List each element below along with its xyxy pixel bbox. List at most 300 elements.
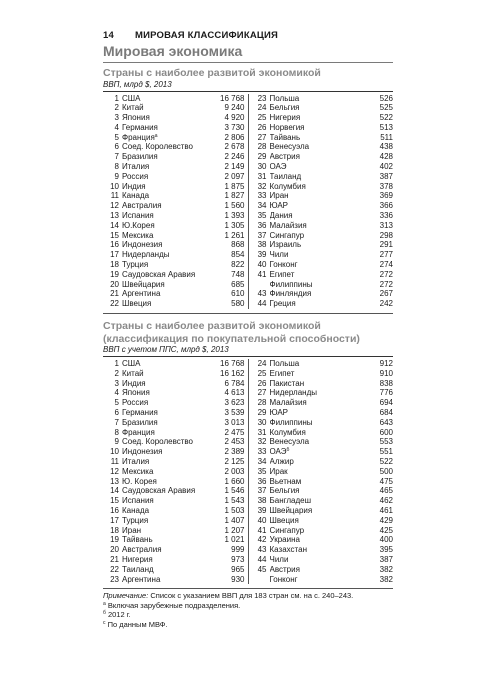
- table-row: [103, 94, 248, 104]
- value-cell: 551: [379, 447, 393, 457]
- country-cell: [270, 516, 360, 526]
- table1-left-column: [103, 94, 248, 310]
- country-cell: [270, 457, 360, 467]
- rank-cell: 37: [257, 230, 267, 240]
- country-name: Таиланд: [122, 564, 154, 574]
- country-name: Израиль: [269, 240, 302, 250]
- value-cell: 3 013: [224, 417, 245, 427]
- rank-cell: 10: [110, 181, 119, 191]
- rank-cell: 27: [257, 388, 267, 398]
- table-row: [249, 191, 394, 201]
- rank-cell: 4: [114, 388, 119, 398]
- rank-cell: 24: [257, 359, 267, 369]
- value-cell: 2 003: [224, 466, 245, 476]
- country-cell: [270, 428, 360, 438]
- value-cell: 277: [379, 250, 393, 260]
- country-cell: [122, 299, 211, 309]
- rank-cell: 21: [110, 554, 119, 564]
- rank-cell: 19: [110, 535, 119, 545]
- country-name: Колумбия: [269, 427, 306, 437]
- table-row: [249, 388, 394, 398]
- value-cell: 2 453: [224, 437, 245, 447]
- rank-cell: 14: [110, 220, 119, 230]
- table-row: [249, 496, 394, 506]
- value-cell: 748: [231, 269, 245, 279]
- table2-subtitle: ВВП с учетом ППС, млрд $, 2013: [103, 345, 393, 357]
- country-cell: [122, 289, 211, 299]
- table-row: [103, 172, 248, 182]
- footnote-a: [103, 601, 393, 611]
- country-name: Италия: [122, 457, 150, 466]
- country-name: ЮАР: [269, 408, 288, 418]
- country-cell: [270, 496, 360, 506]
- rank-cell: 4: [114, 122, 119, 132]
- table-row: [249, 398, 394, 408]
- footnote-c-mark: с: [103, 619, 106, 626]
- value-cell: 461: [379, 505, 393, 515]
- table-row: [103, 496, 248, 506]
- value-cell: 395: [379, 545, 393, 555]
- rank-cell: 27: [257, 132, 267, 142]
- country-name: Нидерланды: [122, 250, 170, 260]
- table-row: [249, 211, 394, 221]
- rank-cell: 32: [257, 181, 267, 191]
- value-cell: 685: [231, 279, 245, 289]
- rank-cell: 26: [257, 378, 267, 388]
- rank-cell: 14: [110, 486, 119, 496]
- country-name: Швеция: [122, 299, 152, 309]
- value-cell: 16 768: [220, 359, 245, 369]
- table-row: [249, 457, 394, 467]
- rank-cell: 17: [110, 250, 119, 260]
- rank-cell: 5: [114, 132, 119, 142]
- table-row: [249, 152, 394, 162]
- country-cell: [122, 388, 211, 398]
- table-row: [249, 221, 394, 231]
- value-cell: 16 768: [220, 93, 245, 103]
- table-row: [249, 172, 394, 182]
- value-cell: 465: [379, 486, 393, 496]
- value-cell: 776: [379, 388, 393, 398]
- country-name: Китай: [122, 368, 144, 378]
- country-cell: [122, 535, 211, 545]
- country-cell: [122, 133, 211, 143]
- value-cell: 1 407: [224, 515, 245, 525]
- country-name: ЮАР: [269, 201, 288, 211]
- country-cell: [270, 565, 360, 575]
- value-cell: 382: [379, 564, 393, 574]
- table-row: [249, 162, 394, 172]
- country-cell: [270, 545, 360, 555]
- country-cell: [122, 437, 211, 447]
- country-name: Греция: [269, 299, 296, 309]
- table-row: [103, 388, 248, 398]
- rank-cell: 16: [110, 505, 119, 515]
- value-cell: 4 613: [224, 388, 245, 398]
- table-row: [103, 565, 248, 575]
- rank-cell: 9: [114, 171, 119, 181]
- rank-cell: 43: [257, 545, 267, 555]
- table-row: [249, 526, 394, 536]
- country-name: ОАЭ: [269, 447, 287, 457]
- country-name: Иран: [269, 191, 289, 201]
- table-row: [103, 270, 248, 280]
- country-cell: [270, 299, 360, 309]
- table-row: [103, 447, 248, 457]
- rank-cell: 35: [257, 211, 267, 221]
- value-cell: 387: [379, 554, 393, 564]
- rank-cell: 40: [257, 260, 267, 270]
- country-cell: [122, 221, 211, 231]
- value-cell: 912: [379, 359, 393, 369]
- country-cell: [270, 379, 360, 389]
- table2-title-line2: (классификация по покупательной способности): [103, 332, 360, 345]
- note-line: [103, 591, 393, 601]
- table-row: [249, 535, 394, 545]
- table-row: [103, 142, 248, 152]
- country-name: Ю. Корея: [122, 476, 157, 486]
- country-cell: [270, 398, 360, 408]
- table-row: [103, 486, 248, 496]
- country-name: Филиппины: [269, 279, 313, 289]
- table-row: [103, 408, 248, 418]
- table-row: [103, 418, 248, 428]
- country-name: Алжир: [269, 457, 294, 466]
- country-cell: [270, 418, 360, 428]
- table-row: [249, 123, 394, 133]
- rank-cell: 43: [257, 289, 267, 299]
- rank-cell: 1: [114, 359, 119, 369]
- country-cell: [122, 359, 211, 369]
- value-cell: 298: [379, 230, 393, 240]
- value-cell: 3 730: [224, 122, 245, 132]
- country-cell: [270, 113, 360, 123]
- rank-cell: 9: [114, 437, 119, 447]
- country-name: Канада: [122, 191, 150, 201]
- country-cell: [270, 123, 360, 133]
- country-name: Ирак: [269, 466, 288, 476]
- table-row: [249, 418, 394, 428]
- footnote-divider: [103, 588, 393, 589]
- footnotes: [103, 591, 393, 629]
- value-cell: 428: [379, 152, 393, 162]
- value-cell: 291: [379, 240, 393, 250]
- country-cell: [270, 270, 360, 280]
- country-name: Аргентина: [122, 289, 161, 299]
- table-row: [103, 398, 248, 408]
- country-name: Венесуэла: [269, 142, 310, 152]
- value-cell: 274: [379, 260, 393, 270]
- rank-cell: 21: [110, 289, 119, 299]
- country-name: Египет: [269, 368, 295, 378]
- table-row: [249, 201, 394, 211]
- rank-cell: 30: [257, 162, 267, 172]
- country-name: Япония: [122, 113, 150, 123]
- country-name: Филиппины: [269, 417, 313, 427]
- rank-cell: 17: [110, 515, 119, 525]
- value-cell: 2 149: [224, 162, 245, 172]
- country-cell: [122, 113, 211, 123]
- value-cell: 3 623: [224, 398, 245, 408]
- table-row: [103, 240, 248, 250]
- rank-cell: 13: [110, 211, 119, 221]
- country-name: Австрия: [269, 152, 300, 162]
- country-name: Япония: [122, 388, 150, 398]
- country-name: США: [122, 359, 141, 369]
- table-row: [249, 575, 394, 585]
- footnote-c: [103, 620, 393, 630]
- table-row: [103, 133, 248, 143]
- value-cell: 522: [379, 457, 393, 466]
- value-cell: 242: [379, 299, 393, 309]
- table2-left-column: [103, 359, 248, 584]
- rank-cell: 31: [257, 427, 267, 437]
- country-cell: [270, 133, 360, 143]
- country-name: Нигерия: [269, 113, 301, 123]
- value-cell: 1 305: [224, 220, 245, 230]
- value-cell: 272: [379, 269, 393, 279]
- rank-cell: 36: [257, 476, 267, 486]
- table-row: [249, 467, 394, 477]
- table-row: [103, 113, 248, 123]
- value-cell: 910: [379, 368, 393, 378]
- table-row: [103, 545, 248, 555]
- rank-cell: 22: [110, 299, 119, 309]
- rank-cell: 18: [110, 260, 119, 270]
- rank-cell: 28: [257, 398, 267, 408]
- value-cell: 854: [231, 250, 245, 260]
- country-cell: [270, 526, 360, 536]
- country-name: Таиланд: [269, 171, 302, 181]
- rank-cell: 33: [257, 191, 267, 201]
- footnote-marker: б: [286, 447, 290, 454]
- table-row: [249, 94, 394, 104]
- rank-cell: 41: [257, 525, 267, 535]
- value-cell: 429: [379, 515, 393, 525]
- value-cell: 6 784: [224, 378, 245, 388]
- rank-cell: 12: [110, 201, 119, 211]
- country-name: Саудовская Аравия: [122, 486, 196, 496]
- rank-cell: 34: [257, 201, 267, 211]
- country-name: Бельгия: [269, 103, 300, 113]
- country-cell: [122, 457, 211, 467]
- value-cell: 313: [379, 220, 393, 230]
- country-name: Россия: [122, 398, 149, 408]
- country-name: Мексика: [122, 466, 154, 476]
- value-cell: 378: [379, 181, 393, 191]
- rank-cell: 40: [257, 515, 267, 525]
- value-cell: 525: [379, 103, 393, 113]
- country-name: Польша: [269, 359, 300, 369]
- table1: [103, 94, 393, 310]
- table-row: [103, 477, 248, 487]
- footnote-a-text: Включая зарубежные подразделения.: [105, 600, 241, 610]
- footnote-a-mark: a: [103, 600, 106, 607]
- country-cell: [122, 369, 211, 379]
- table-row: [249, 260, 394, 270]
- rank-cell: 7: [114, 152, 119, 162]
- rank-cell: 24: [257, 103, 267, 113]
- table-row: [103, 162, 248, 172]
- table-row: [103, 182, 248, 192]
- table-row: [249, 437, 394, 447]
- rank-cell: 41: [257, 269, 267, 279]
- table2-title: Страны с наиболее развитой экономикой: [103, 320, 321, 333]
- rank-cell: 38: [257, 496, 267, 506]
- value-cell: 1 503: [224, 505, 245, 515]
- rank-cell: 39: [257, 250, 267, 260]
- rank-cell: 42: [257, 535, 267, 545]
- country-name: Швеция: [269, 515, 299, 525]
- table-row: [249, 555, 394, 565]
- country-cell: [270, 575, 360, 585]
- country-cell: [270, 506, 360, 516]
- country-name: Пакистан: [269, 378, 305, 388]
- country-cell: [122, 516, 211, 526]
- value-cell: 513: [379, 122, 393, 132]
- country-cell: [122, 182, 211, 192]
- country-cell: [270, 182, 360, 192]
- rank-cell: 13: [110, 476, 119, 486]
- table-row: [249, 486, 394, 496]
- country-cell: [270, 467, 360, 477]
- value-cell: 500: [379, 466, 393, 476]
- country-name: ОАЭ: [269, 162, 287, 172]
- value-cell: 868: [231, 240, 245, 250]
- country-cell: [122, 94, 211, 104]
- country-name: Германия: [122, 122, 158, 132]
- country-cell: [122, 447, 211, 457]
- value-cell: 9 240: [224, 103, 245, 113]
- table-row: [103, 379, 248, 389]
- table-row: [249, 565, 394, 575]
- country-cell: [270, 231, 360, 241]
- rank-cell: 23: [110, 574, 119, 584]
- table-row: [249, 369, 394, 379]
- country-name: Австрия: [269, 564, 300, 574]
- rank-cell: 18: [110, 525, 119, 535]
- rank-cell: 20: [110, 279, 119, 289]
- value-cell: 369: [379, 191, 393, 201]
- table-row: [249, 379, 394, 389]
- value-cell: 2 389: [224, 447, 245, 457]
- country-name: Индонезия: [122, 240, 163, 250]
- rank-cell: 45: [257, 564, 267, 574]
- country-cell: [122, 486, 211, 496]
- table-row: [249, 280, 394, 290]
- value-cell: 511: [380, 132, 393, 142]
- country-cell: [122, 260, 211, 270]
- footnote-c-text: По данным МВФ.: [105, 619, 168, 629]
- value-cell: 1 543: [224, 496, 245, 506]
- value-cell: 2 806: [224, 132, 245, 142]
- country-name: Индия: [122, 181, 146, 191]
- country-cell: [122, 152, 211, 162]
- country-cell: [122, 103, 211, 113]
- rank-cell: 11: [110, 191, 119, 201]
- country-cell: [270, 250, 360, 260]
- table-row: [103, 289, 248, 299]
- footnote-b: [103, 610, 393, 620]
- country-cell: [122, 231, 211, 241]
- country-cell: [122, 398, 211, 408]
- value-cell: 553: [379, 437, 393, 447]
- table-row: [249, 289, 394, 299]
- value-cell: 402: [379, 162, 393, 172]
- country-name: Малайзия: [269, 398, 307, 408]
- value-cell: 1 875: [224, 181, 245, 191]
- country-cell: [122, 162, 211, 172]
- rank-cell: 3: [114, 378, 119, 388]
- rank-cell: 20: [110, 545, 119, 555]
- country-cell: [122, 477, 211, 487]
- country-name: Польша: [269, 93, 300, 103]
- page-number: 14: [103, 30, 114, 41]
- country-name: Бангладеш: [269, 496, 312, 506]
- country-name: Чили: [269, 554, 289, 564]
- country-name: Саудовская Аравия: [122, 269, 196, 279]
- country-cell: [270, 142, 360, 152]
- rank-cell: 15: [110, 496, 119, 506]
- country-name: Франция: [122, 132, 155, 142]
- rank-cell: 31: [257, 171, 267, 181]
- value-cell: 2 475: [224, 427, 245, 437]
- table-row: [103, 516, 248, 526]
- country-name: Канада: [122, 505, 150, 515]
- rank-cell: 25: [257, 368, 267, 378]
- country-cell: [270, 260, 360, 270]
- country-cell: [270, 221, 360, 231]
- footnote-marker: a: [154, 132, 158, 139]
- country-name: Малайзия: [269, 220, 307, 230]
- table-row: [249, 133, 394, 143]
- country-name: Италия: [122, 162, 150, 172]
- country-name: Испания: [122, 211, 154, 221]
- country-name: Аргентина: [122, 574, 161, 584]
- rank-cell: 7: [114, 417, 119, 427]
- table-row: [103, 526, 248, 536]
- table-row: [103, 457, 248, 467]
- country-name: Иран: [122, 525, 142, 535]
- value-cell: 580: [231, 299, 245, 309]
- country-cell: [122, 408, 211, 418]
- value-cell: 475: [379, 476, 393, 486]
- country-name: Венесуэла: [269, 437, 310, 447]
- table-row: [103, 221, 248, 231]
- country-cell: [270, 486, 360, 496]
- country-name: Соед. Королевство: [122, 142, 193, 152]
- rank-cell: 44: [257, 554, 267, 564]
- rank-cell: [249, 280, 270, 290]
- page-title: Мировая экономика: [103, 43, 393, 63]
- country-cell: [270, 211, 360, 221]
- table-row: [249, 447, 394, 457]
- country-cell: [122, 428, 211, 438]
- rank-cell: 26: [257, 122, 267, 132]
- country-cell: [122, 191, 211, 201]
- table-row: [103, 555, 248, 565]
- table1-right-column: [248, 94, 394, 310]
- table-row: [249, 182, 394, 192]
- rank-cell: 30: [257, 417, 267, 427]
- table-row: [103, 123, 248, 133]
- table-row: [249, 250, 394, 260]
- document-page: [103, 30, 393, 629]
- table-row: [249, 240, 394, 250]
- table-row: [103, 535, 248, 545]
- table-row: [249, 545, 394, 555]
- rank-cell: 28: [257, 142, 267, 152]
